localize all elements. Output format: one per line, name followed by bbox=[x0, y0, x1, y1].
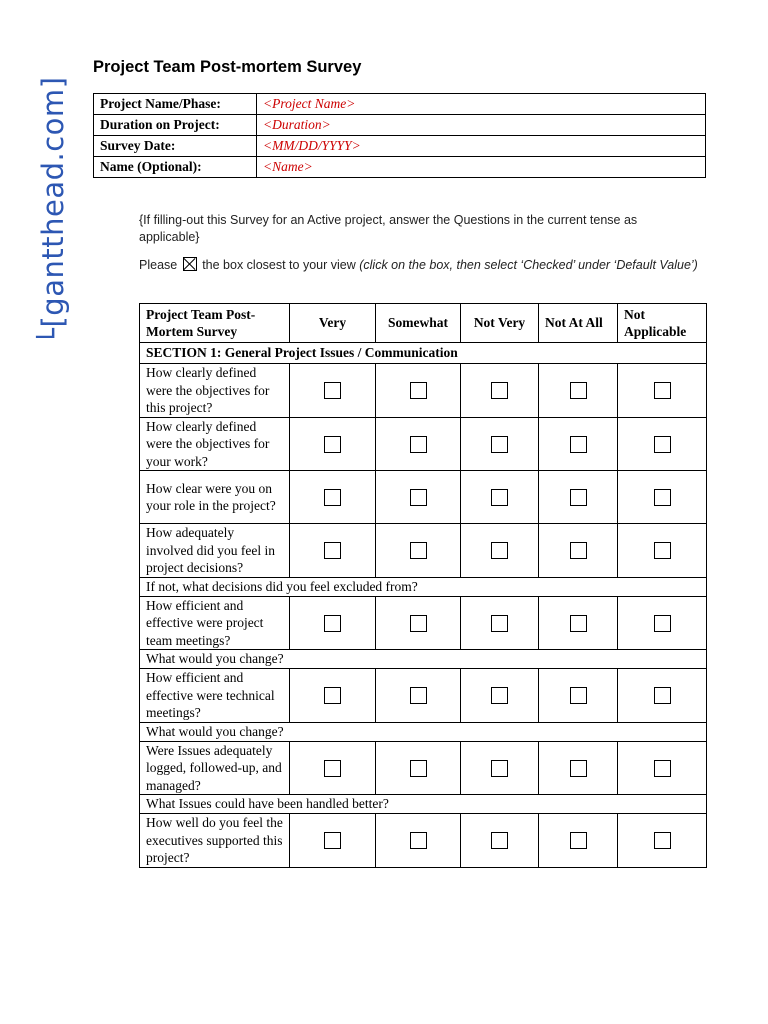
answer-cell-somewhat bbox=[376, 471, 461, 524]
header-very: Very bbox=[290, 304, 376, 343]
question-text: How efficient and effective were technical meetings? bbox=[140, 669, 290, 723]
answer-cell-not-very bbox=[461, 669, 539, 723]
followup-question[interactable]: If not, what decisions did you feel excluded from? bbox=[140, 577, 707, 596]
answer-cell-not-at-all bbox=[539, 741, 618, 795]
answer-cell-very bbox=[290, 669, 376, 723]
checkbox-somewhat[interactable] bbox=[410, 832, 427, 849]
checkbox-not-at-all[interactable] bbox=[570, 832, 587, 849]
section-row bbox=[140, 343, 707, 364]
answer-cell-not-very bbox=[461, 596, 539, 650]
instruction-text: the box closest to your view bbox=[202, 258, 356, 272]
instruction-hint: (click on the box, then select ‘Checked’ under ‘Default Value’) bbox=[359, 258, 698, 272]
answer-cell-not-very bbox=[461, 741, 539, 795]
info-row bbox=[94, 115, 706, 136]
answer-cell-not-very bbox=[461, 417, 539, 471]
question-text: How clear were you on your role in the project? bbox=[140, 471, 290, 524]
checkbox-very[interactable] bbox=[324, 760, 341, 777]
header-not-at-all: Not At All bbox=[539, 304, 618, 343]
checkbox-not-at-all[interactable] bbox=[570, 687, 587, 704]
checkbox-not-applicable[interactable] bbox=[654, 832, 671, 849]
tense-note: {If filling-out this Survey for an Active project, answer the Questions in the current tense as applicable} bbox=[139, 213, 638, 244]
info-value-field[interactable]: <MM/DD/YYYY> bbox=[257, 136, 706, 157]
question-text: How efficient and effective were project team meetings? bbox=[140, 596, 290, 650]
answer-cell-somewhat bbox=[376, 596, 461, 650]
checkbox-not-applicable[interactable] bbox=[654, 436, 671, 453]
followup-question[interactable]: What Issues could have been handled better? bbox=[140, 795, 707, 814]
followup-row bbox=[140, 650, 707, 669]
checkbox-not-at-all[interactable] bbox=[570, 615, 587, 632]
answer-cell-not-at-all bbox=[539, 364, 618, 418]
followup-question[interactable]: What would you change? bbox=[140, 650, 707, 669]
info-label: Survey Date: bbox=[94, 136, 257, 157]
project-info-table bbox=[93, 93, 706, 178]
checkbox-not-at-all[interactable] bbox=[570, 760, 587, 777]
header-question: Project Team Post-Mortem Survey bbox=[140, 304, 290, 343]
checkbox-instructions bbox=[139, 257, 699, 274]
question-text: How well do you feel the executives supported this project? bbox=[140, 814, 290, 868]
answer-cell-very bbox=[290, 524, 376, 578]
checkbox-not-very[interactable] bbox=[491, 436, 508, 453]
checkbox-not-applicable[interactable] bbox=[654, 489, 671, 506]
checked-box-icon bbox=[183, 257, 197, 271]
answer-cell-not-very bbox=[461, 364, 539, 418]
checkbox-very[interactable] bbox=[324, 615, 341, 632]
answer-cell-not-very bbox=[461, 471, 539, 524]
checkbox-very[interactable] bbox=[324, 832, 341, 849]
answer-cell-not-at-all bbox=[539, 669, 618, 723]
question-row bbox=[140, 669, 707, 723]
survey-table bbox=[139, 303, 707, 868]
question-row bbox=[140, 364, 707, 418]
answer-cell-somewhat bbox=[376, 814, 461, 868]
header-not-applicable: Not Applicable bbox=[618, 304, 707, 343]
checkbox-not-very[interactable] bbox=[491, 615, 508, 632]
checkbox-not-very[interactable] bbox=[491, 760, 508, 777]
please-text: Please bbox=[139, 258, 178, 272]
checkbox-very[interactable] bbox=[324, 436, 341, 453]
checkbox-not-applicable[interactable] bbox=[654, 382, 671, 399]
info-label: Name (Optional): bbox=[94, 157, 257, 178]
question-text: Were Issues adequately logged, followed-up, and managed? bbox=[140, 741, 290, 795]
checkbox-not-very[interactable] bbox=[491, 542, 508, 559]
checkbox-not-applicable[interactable] bbox=[654, 615, 671, 632]
followup-row bbox=[140, 577, 707, 596]
answer-cell-very bbox=[290, 364, 376, 418]
question-text: How adequately involved did you feel in project decisions? bbox=[140, 524, 290, 578]
checkbox-somewhat[interactable] bbox=[410, 489, 427, 506]
answer-cell-not-at-all bbox=[539, 814, 618, 868]
question-row bbox=[140, 524, 707, 578]
info-row bbox=[94, 157, 706, 178]
answer-cell-not-applicable bbox=[618, 471, 707, 524]
question-row bbox=[140, 814, 707, 868]
checkbox-somewhat[interactable] bbox=[410, 615, 427, 632]
followup-row bbox=[140, 795, 707, 814]
answer-cell-somewhat bbox=[376, 524, 461, 578]
answer-cell-not-applicable bbox=[618, 524, 707, 578]
answer-cell-somewhat bbox=[376, 417, 461, 471]
answer-cell-very bbox=[290, 471, 376, 524]
checkbox-not-at-all[interactable] bbox=[570, 382, 587, 399]
answer-cell-somewhat bbox=[376, 364, 461, 418]
answer-cell-somewhat bbox=[376, 669, 461, 723]
gantthead-logo bbox=[34, 42, 72, 380]
checkbox-very[interactable] bbox=[324, 687, 341, 704]
logo-text: └[gantthead.com] bbox=[36, 76, 70, 346]
info-value-field[interactable]: <Name> bbox=[257, 157, 706, 178]
answer-cell-not-very bbox=[461, 814, 539, 868]
answer-cell-not-applicable bbox=[618, 669, 707, 723]
info-row bbox=[94, 94, 706, 115]
checkbox-not-applicable[interactable] bbox=[654, 687, 671, 704]
checkbox-not-very[interactable] bbox=[491, 687, 508, 704]
checkbox-not-applicable[interactable] bbox=[654, 542, 671, 559]
question-text: How clearly defined were the objectives for this project? bbox=[140, 364, 290, 418]
answer-cell-very bbox=[290, 417, 376, 471]
info-label: Project Name/Phase: bbox=[94, 94, 257, 115]
checkbox-not-very[interactable] bbox=[491, 489, 508, 506]
checkbox-somewhat[interactable] bbox=[410, 687, 427, 704]
info-label: Duration on Project: bbox=[94, 115, 257, 136]
answer-cell-somewhat bbox=[376, 741, 461, 795]
answer-cell-not-applicable bbox=[618, 364, 707, 418]
answer-cell-very bbox=[290, 596, 376, 650]
checkbox-not-very[interactable] bbox=[491, 832, 508, 849]
question-row bbox=[140, 741, 707, 795]
info-value-field[interactable]: <Project Name> bbox=[257, 94, 706, 115]
header-somewhat: Somewhat bbox=[376, 304, 461, 343]
checkbox-very[interactable] bbox=[324, 382, 341, 399]
answer-cell-very bbox=[290, 741, 376, 795]
section-title: SECTION 1: General Project Issues / Communication bbox=[140, 343, 707, 364]
followup-question[interactable]: What would you change? bbox=[140, 722, 707, 741]
checkbox-not-at-all[interactable] bbox=[570, 489, 587, 506]
checkbox-somewhat[interactable] bbox=[410, 542, 427, 559]
answer-cell-not-applicable bbox=[618, 417, 707, 471]
checkbox-somewhat[interactable] bbox=[410, 436, 427, 453]
answer-cell-not-at-all bbox=[539, 417, 618, 471]
checkbox-not-at-all[interactable] bbox=[570, 436, 587, 453]
checkbox-not-very[interactable] bbox=[491, 382, 508, 399]
checkbox-somewhat[interactable] bbox=[410, 382, 427, 399]
checkbox-very[interactable] bbox=[324, 542, 341, 559]
header-not-very: Not Very bbox=[461, 304, 539, 343]
question-row bbox=[140, 417, 707, 471]
question-text: How clearly defined were the objectives for your work? bbox=[140, 417, 290, 471]
page-title: Project Team Post-mortem Survey bbox=[93, 58, 362, 76]
answer-cell-not-very bbox=[461, 524, 539, 578]
answer-cell-not-applicable bbox=[618, 596, 707, 650]
checkbox-somewhat[interactable] bbox=[410, 760, 427, 777]
answer-cell-not-applicable bbox=[618, 814, 707, 868]
followup-row bbox=[140, 722, 707, 741]
question-row bbox=[140, 596, 707, 650]
survey-header-row bbox=[140, 304, 707, 343]
answer-cell-very bbox=[290, 814, 376, 868]
answer-cell-not-at-all bbox=[539, 524, 618, 578]
answer-cell-not-at-all bbox=[539, 596, 618, 650]
checkbox-very[interactable] bbox=[324, 489, 341, 506]
answer-cell-not-at-all bbox=[539, 471, 618, 524]
info-row bbox=[94, 136, 706, 157]
answer-cell-not-applicable bbox=[618, 741, 707, 795]
question-row bbox=[140, 471, 707, 524]
checkbox-not-at-all[interactable] bbox=[570, 542, 587, 559]
checkbox-not-applicable[interactable] bbox=[654, 760, 671, 777]
info-value-field[interactable]: <Duration> bbox=[257, 115, 706, 136]
